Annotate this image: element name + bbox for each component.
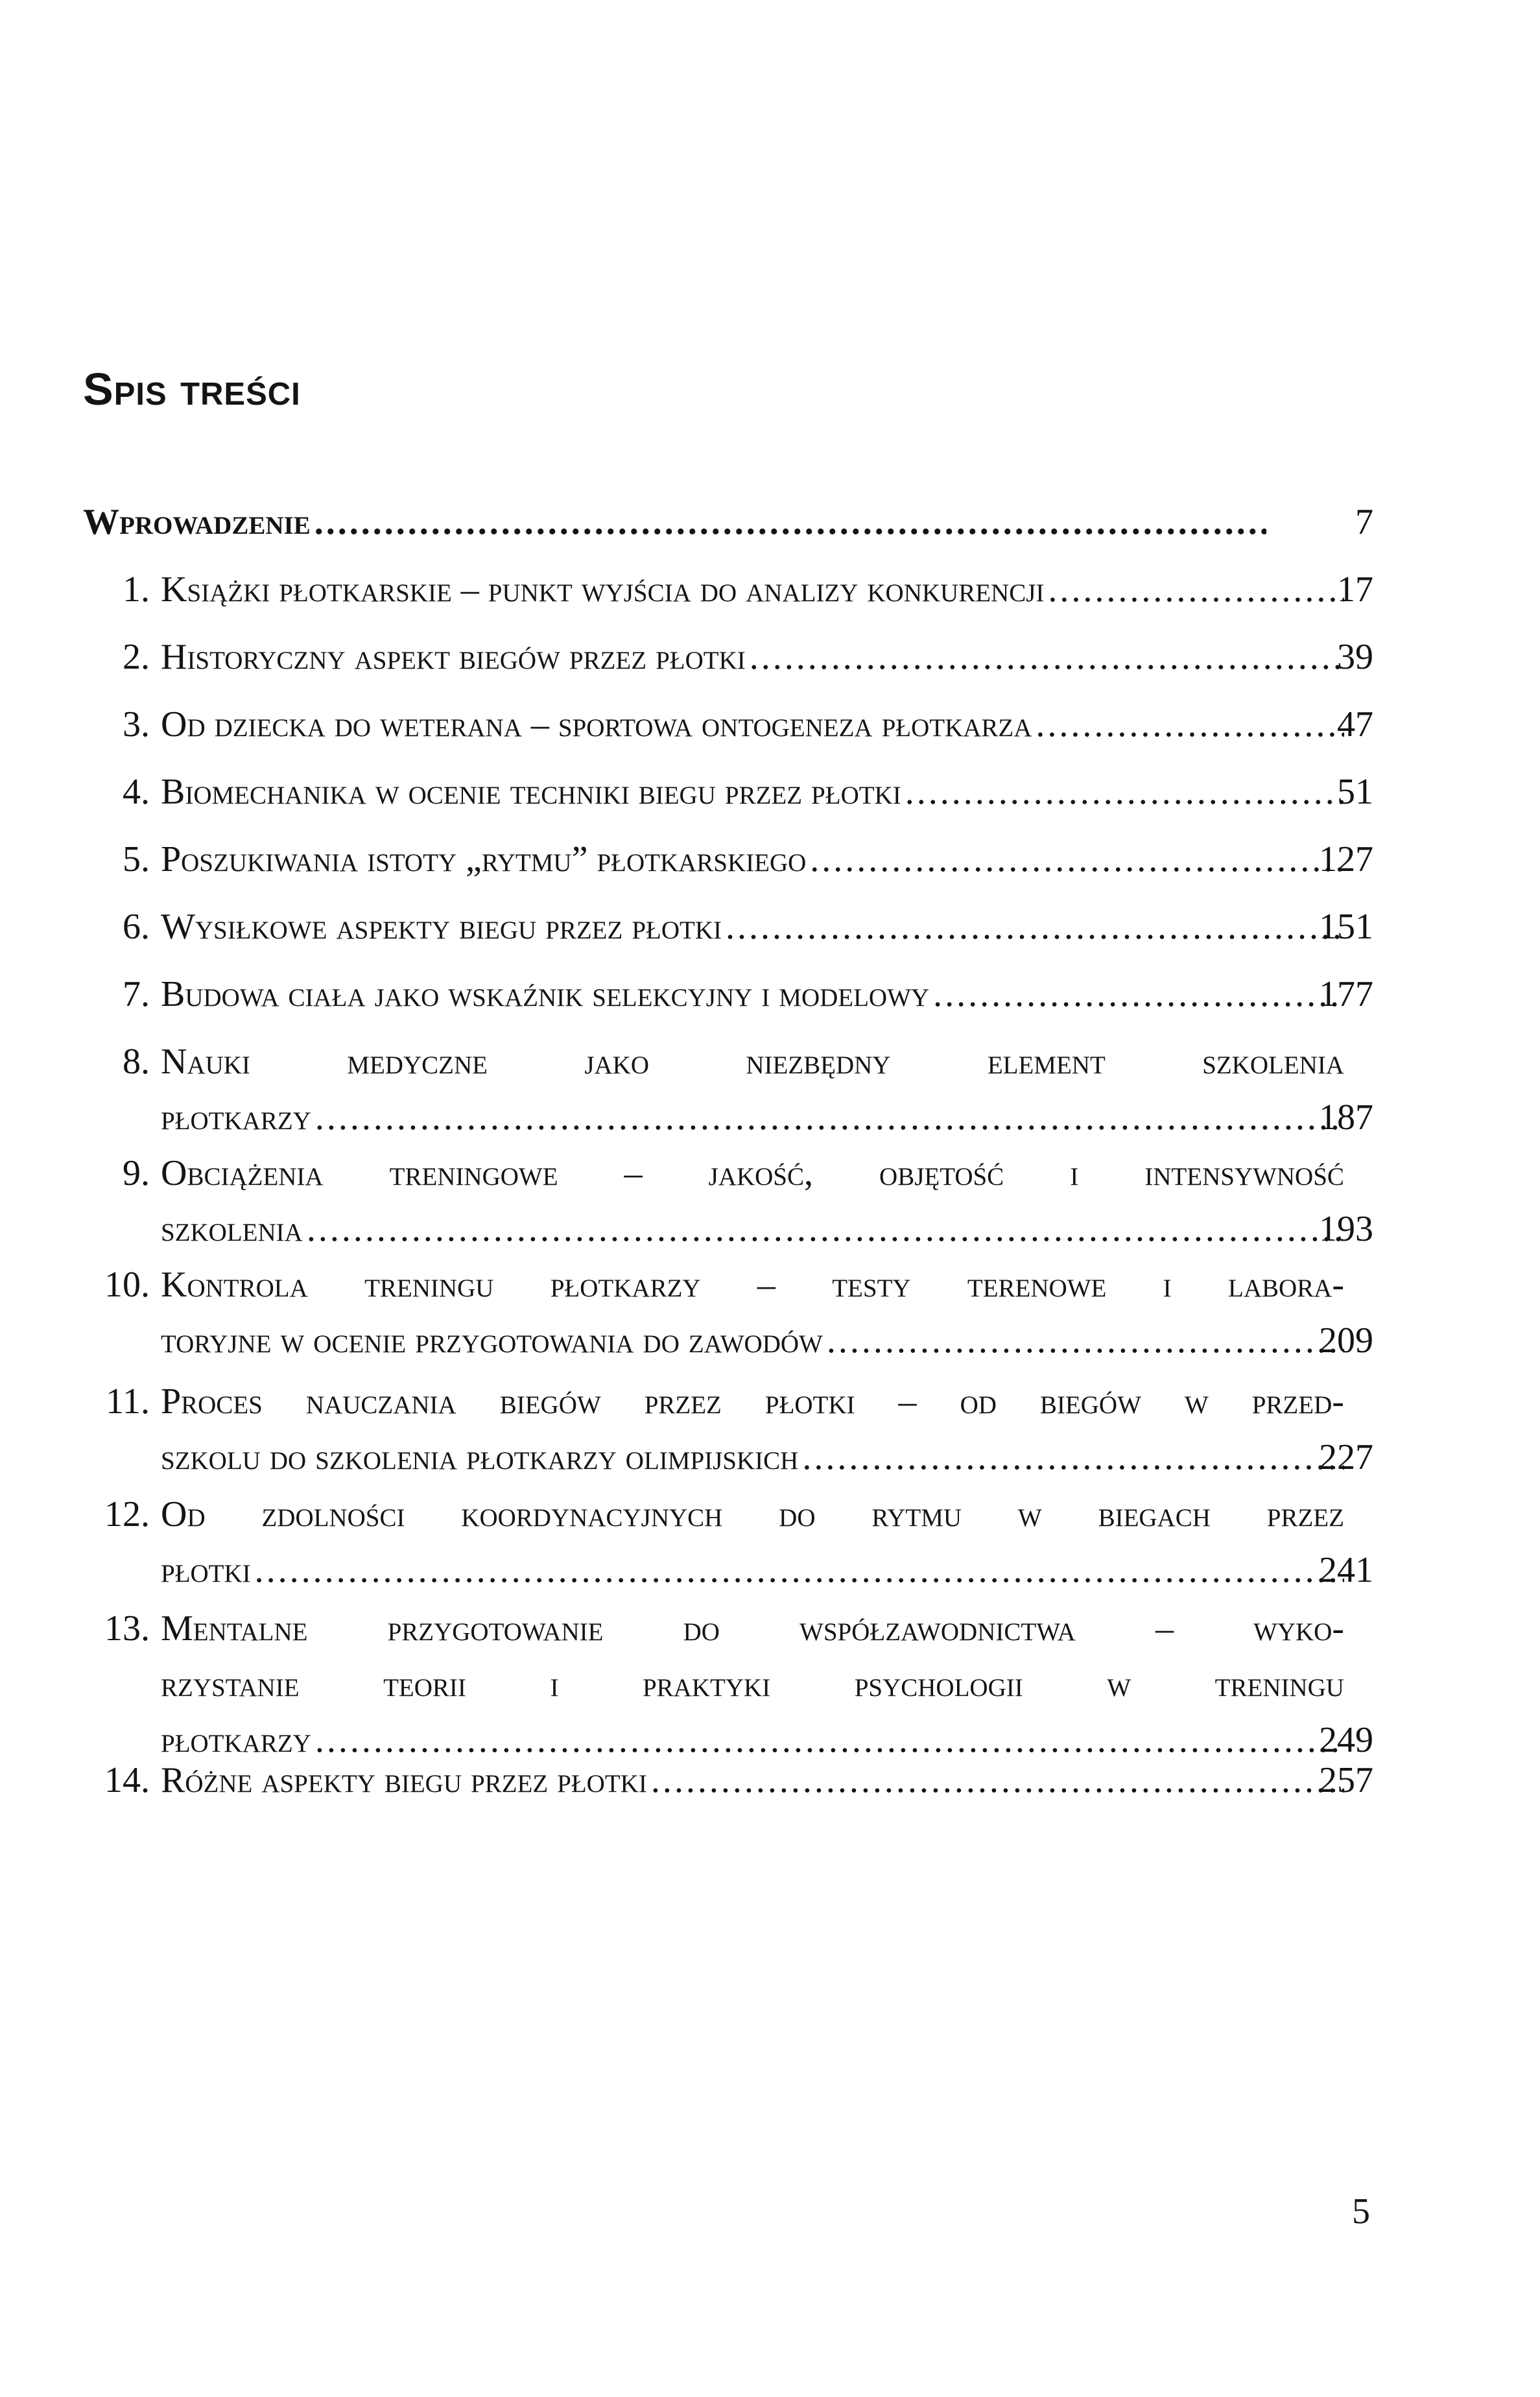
leader-dots — [726, 904, 1344, 949]
toc-entry-page: 177 — [1319, 974, 1373, 1014]
toc-entry-title-line — [161, 1262, 1344, 1307]
toc-entry-page: 47 — [1337, 704, 1373, 745]
toc-entry-title-line — [161, 1039, 1344, 1084]
toc-entry-title-word: płotkarzy — [550, 1265, 701, 1305]
toc-entry-title-line — [161, 1318, 1344, 1363]
toc-entry-page: 209 — [1319, 1320, 1373, 1361]
toc-entry-title-line — [161, 904, 1344, 949]
toc-entry-title-word: i — [1163, 1265, 1172, 1305]
toc-entry-title-line — [161, 1151, 1344, 1196]
toc-entry-title-word: Obciążenia — [161, 1153, 324, 1193]
toc-entry-number: 2. — [123, 637, 150, 677]
toc-entry-title-word: treningu — [1214, 1664, 1344, 1704]
toc-entry-title: Różne aspekty biegu przez płotki — [161, 1760, 647, 1800]
toc-entry-title-word: treningowe — [389, 1153, 558, 1193]
toc-entry-title: płotki — [161, 1550, 251, 1590]
toc-entry-title-word: testy — [832, 1265, 911, 1305]
toc-entry-number: 14. — [104, 1760, 150, 1800]
toc-entry-page: 227 — [1319, 1437, 1373, 1477]
toc-entry-title-word: Od — [161, 1494, 206, 1534]
toc-entry-title-line — [161, 1606, 1344, 1651]
toc-entry-title: Poszukiwania istoty „rytmu” płotkarskiego — [161, 839, 807, 879]
toc-entry-title-word: koordynacyjnych — [461, 1494, 723, 1534]
toc-entry-title-word: w — [1017, 1494, 1042, 1534]
toc-entry-page: 193 — [1319, 1209, 1373, 1249]
leader-dots — [651, 1758, 1344, 1803]
toc-entry-title: Wprowadzenie — [83, 502, 311, 542]
toc-entry-title-word: – — [898, 1381, 917, 1422]
toc-entry-page: 39 — [1337, 637, 1373, 677]
toc-entry-title-line — [161, 1758, 1344, 1803]
toc-entry-title-word: objętość — [879, 1153, 1004, 1193]
leader-dots — [750, 634, 1344, 680]
toc-entry-title-word: współzawodnictwa — [800, 1608, 1076, 1649]
toc-entry-page: 17 — [1337, 569, 1373, 610]
toc-entry-title-word: biegów — [499, 1381, 601, 1422]
toc-entry-title-word: rzystanie — [161, 1664, 300, 1704]
toc-entry-title: Od dziecka do weterana – sportowa ontogeneza płotkarza — [161, 704, 1032, 745]
toc-entry-title-line — [161, 769, 1344, 815]
toc-entry-title-word: szkolenia — [1202, 1042, 1344, 1082]
toc-entry-title-word: terenowe — [967, 1265, 1107, 1305]
toc-entry-title-word: zdolności — [261, 1494, 405, 1534]
toc-entry-number: 6. — [123, 907, 150, 947]
toc-entry-title: płotkarzy — [161, 1720, 311, 1760]
toc-entry-title-line — [161, 1095, 1344, 1140]
toc-entry-page: 187 — [1319, 1097, 1373, 1138]
toc-entry-title: szkolu do szkolenia płotkarzy olimpijskich — [161, 1437, 799, 1477]
toc-entry-page: 241 — [1319, 1550, 1373, 1590]
toc-entry-title-line — [161, 634, 1344, 680]
toc-entry-title-line — [161, 1547, 1344, 1593]
toc-entry-title-word: Kontrola — [161, 1265, 308, 1305]
leader-dots — [802, 1435, 1344, 1480]
toc-entry-title-line — [161, 837, 1344, 882]
toc-entry-number: 12. — [104, 1494, 150, 1534]
toc-entry-page: 257 — [1319, 1760, 1373, 1800]
toc-entry-title-line — [83, 499, 1266, 545]
toc-entry-title-word: i — [550, 1664, 559, 1704]
toc-entry-title-word: element — [987, 1042, 1106, 1082]
toc-entry-title-word: płotki — [764, 1381, 855, 1422]
leader-dots — [314, 499, 1266, 545]
toc-entry-page: 249 — [1319, 1720, 1373, 1760]
toc-entry-title: szkolenia — [161, 1209, 303, 1249]
toc-entry-title: Budowa ciała jako wskaźnik selekcyjny i modelowy — [161, 974, 930, 1014]
toc-entry-title: toryjne w ocenie przygotowania do zawodów — [161, 1320, 823, 1361]
toc-entry-title-word: Mentalne — [161, 1608, 308, 1649]
toc-entry-number: 4. — [123, 772, 150, 812]
toc-entry-title-word: przez — [644, 1381, 722, 1422]
toc-entry-title-word: psychologii — [854, 1664, 1023, 1704]
page-number: 5 — [1352, 2191, 1370, 2232]
toc-entry-number: 9. — [123, 1153, 150, 1193]
toc-entry-page: 7 — [1355, 502, 1373, 542]
toc-entry-title-line — [161, 1435, 1344, 1480]
toc-entry-title-line — [161, 972, 1344, 1017]
toc-entry-title-word: – — [757, 1265, 776, 1305]
toc-entry-title-word: Proces — [161, 1381, 263, 1422]
toc-entry-title-word: w — [1184, 1381, 1209, 1422]
toc-entry-title-word: – — [624, 1153, 643, 1193]
toc-entry-number: 11. — [106, 1381, 150, 1422]
toc-entry-title-line — [161, 1492, 1344, 1537]
leader-dots — [827, 1318, 1344, 1363]
toc-entry-title-word: przygotowanie — [387, 1608, 604, 1649]
toc-entry-number: 13. — [104, 1608, 150, 1649]
toc-entry-title-line — [161, 567, 1344, 612]
toc-entry-title-word: praktyki — [642, 1664, 771, 1704]
toc-entry-title-word: nauczania — [305, 1381, 456, 1422]
toc-entry-number: 7. — [123, 974, 150, 1014]
toc-entry-title-word: jako — [584, 1042, 649, 1082]
toc-entry-title-word: w — [1107, 1664, 1131, 1704]
leader-dots — [315, 1095, 1344, 1140]
toc-entry-title-word: wyko- — [1253, 1608, 1344, 1649]
toc-entry-number: 5. — [123, 839, 150, 879]
toc-entry-number: 1. — [123, 569, 150, 610]
toc-entry-title-word: przed- — [1251, 1381, 1344, 1422]
toc-entry-title-word: teorii — [383, 1664, 466, 1704]
toc-entry-number: 3. — [123, 704, 150, 745]
toc-entry-page: 51 — [1337, 772, 1373, 812]
page-title: Spis treści — [83, 364, 301, 414]
leader-dots — [810, 837, 1344, 882]
toc-entry-title-word: niezbędny — [746, 1042, 891, 1082]
toc-entry-title-word: od — [960, 1381, 997, 1422]
toc-entry-title-word: treningu — [364, 1265, 494, 1305]
toc-entry-title-line — [161, 1717, 1344, 1763]
toc-entry-title-line — [161, 702, 1344, 747]
toc-entry-title-word: biegów — [1039, 1381, 1141, 1422]
toc-entry-title-word: jakość, — [708, 1153, 813, 1193]
leader-dots — [255, 1547, 1344, 1593]
leader-dots — [307, 1206, 1344, 1252]
leader-dots — [315, 1717, 1344, 1763]
toc-entry-title-word: do — [779, 1494, 816, 1534]
toc-entry-title-word: do — [683, 1608, 720, 1649]
toc-entry-title-line — [161, 1662, 1344, 1707]
toc-entry-title-word: biegach — [1098, 1494, 1211, 1534]
toc-entry-title-word: przez — [1266, 1494, 1344, 1534]
toc-entry-title-word: intensywność — [1144, 1153, 1344, 1193]
toc-entry-title-word: medyczne — [347, 1042, 488, 1082]
toc-entry-page: 151 — [1319, 907, 1373, 947]
toc-entry-title-word: – — [1155, 1608, 1174, 1649]
toc-entry-title-word: Nauki — [161, 1042, 250, 1082]
toc-entry-title: Wysiłkowe aspekty biegu przez płotki — [161, 907, 722, 947]
toc-entry-title: płotkarzy — [161, 1097, 311, 1138]
toc-entry-number: 10. — [104, 1265, 150, 1305]
toc-entry-title-line — [161, 1379, 1344, 1424]
toc-entry-title: Biomechanika w ocenie techniki biegu przez płotki — [161, 772, 901, 812]
toc-entry-title-word: i — [1070, 1153, 1079, 1193]
toc-entry-title-word: labora- — [1228, 1265, 1344, 1305]
toc-entry-title: Historyczny aspekt biegów przez płotki — [161, 637, 746, 677]
toc-entry-title: Książki płotkarskie – punkt wyjścia do analizy konkurencji — [161, 569, 1045, 610]
toc-entry-title-line — [161, 1206, 1344, 1252]
toc-entry-page: 127 — [1319, 839, 1373, 879]
toc-entry-number: 8. — [123, 1042, 150, 1082]
toc-entry-title-word: rytmu — [871, 1494, 962, 1534]
